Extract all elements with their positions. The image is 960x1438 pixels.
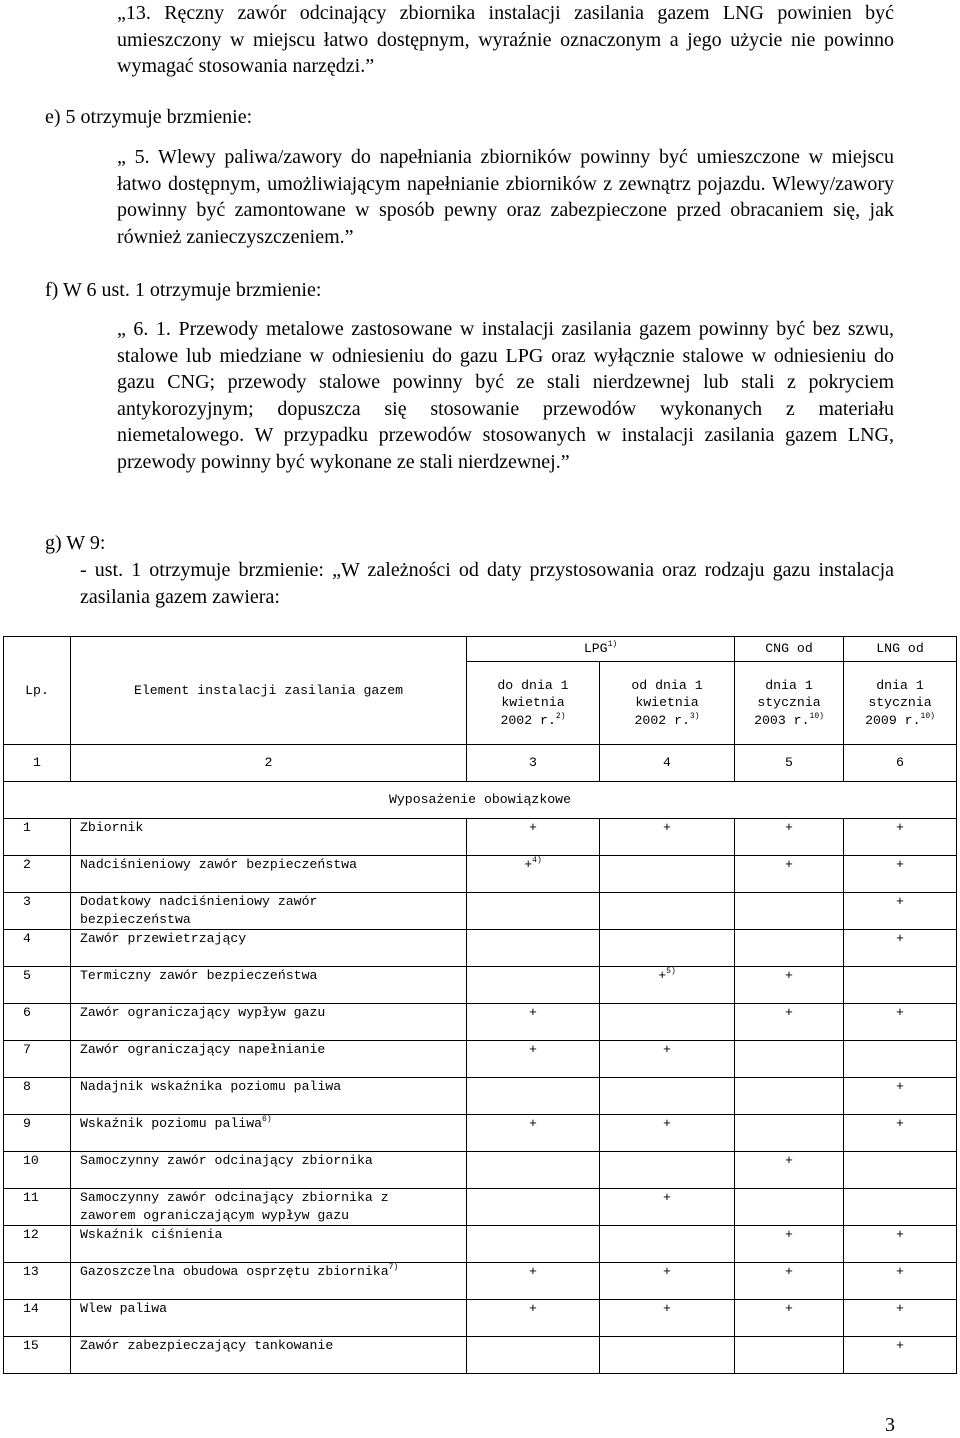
row-lpg-after: +	[600, 1041, 735, 1078]
row-cng: +	[735, 856, 844, 893]
row-lng: +	[844, 856, 957, 893]
row-lp: 6	[4, 1004, 71, 1041]
row-lng: +	[844, 893, 957, 930]
row-cng: +	[735, 967, 844, 1004]
item-f-intro: f) W 6 ust. 1 otrzymuje brzmienie:	[45, 279, 322, 301]
row-lpg-before	[467, 1337, 600, 1374]
page-number: 3	[885, 1414, 895, 1436]
colnum: 2	[71, 745, 467, 782]
colnum: 3	[467, 745, 600, 782]
row-cng	[735, 1337, 844, 1374]
table-row	[4, 930, 957, 967]
colnum: 4	[600, 745, 735, 782]
row-element: Wlew paliwa	[71, 1300, 467, 1337]
table-header-row	[4, 637, 957, 662]
row-lng	[844, 967, 957, 1004]
header-lng: LNG od	[844, 637, 957, 662]
header-lng-date: dnia 1 stycznia 2009 r.$^{10)}$	[844, 662, 957, 745]
gas-installation-table	[3, 636, 957, 1374]
header-lpg-after: od dnia 1 kwietnia 2002 r.$^{3)}$	[600, 662, 735, 745]
header-lp: Lp.	[4, 637, 71, 745]
table-row	[4, 1152, 957, 1189]
row-lng: +	[844, 1078, 957, 1115]
row-element: Gazoszczelna obudowa osprzętu zbiornika$^{7)}$	[71, 1263, 467, 1300]
row-cng	[735, 893, 844, 930]
header-cng: CNG od	[735, 637, 844, 662]
item-g-intro: g) W 9:	[45, 532, 106, 554]
row-lp: 10	[4, 1152, 71, 1189]
table-row	[4, 893, 957, 930]
row-lp: 8	[4, 1078, 71, 1115]
row-lpg-before	[467, 1152, 600, 1189]
row-lpg-before	[467, 1078, 600, 1115]
table-row	[4, 819, 957, 856]
row-lpg-after	[600, 893, 735, 930]
table-row	[4, 1115, 957, 1152]
row-element: Samoczynny zawór odcinający zbiornika	[71, 1152, 467, 1189]
row-lpg-after	[600, 1337, 735, 1374]
row-lng: +	[844, 930, 957, 967]
row-lpg-before	[467, 1189, 600, 1226]
row-lpg-after: +	[600, 1189, 735, 1226]
table-row	[4, 1078, 957, 1115]
table-row	[4, 1041, 957, 1078]
row-lpg-after	[600, 930, 735, 967]
item-g-text: - ust. 1 otrzymuje brzmienie: „W zależności od daty przystosowania oraz rodzaju gazu instalacja zasilania gazem zawiera:	[80, 559, 894, 608]
row-lpg-after	[600, 856, 735, 893]
row-element: Wskaźnik poziomu paliwa$^{6)}$	[71, 1115, 467, 1152]
row-lp: 14	[4, 1300, 71, 1337]
row-lpg-before	[467, 1226, 600, 1263]
row-lp: 4	[4, 930, 71, 967]
column-number-row	[4, 745, 957, 782]
row-element: Zawór przewietrzający	[71, 930, 467, 967]
row-lng: +	[844, 1263, 957, 1300]
table-row	[4, 1226, 957, 1263]
row-lp: 7	[4, 1041, 71, 1078]
row-cng: +	[735, 1263, 844, 1300]
row-cng: +	[735, 1004, 844, 1041]
row-lng: +	[844, 1300, 957, 1337]
row-element: Zawór zabezpieczający tankowanie	[71, 1337, 467, 1374]
row-lng: +	[844, 1337, 957, 1374]
row-lng: +	[844, 1004, 957, 1041]
row-cng: +	[735, 1300, 844, 1337]
row-element: Nadajnik wskaźnika poziomu paliwa	[71, 1078, 467, 1115]
row-lp: 13	[4, 1263, 71, 1300]
colnum: 6	[844, 745, 957, 782]
row-lpg-after: +	[600, 819, 735, 856]
row-cng	[735, 1189, 844, 1226]
table-row	[4, 967, 957, 1004]
row-cng	[735, 1115, 844, 1152]
header-cng-date: dnia 1 stycznia 2003 r.$^{10)}$	[735, 662, 844, 745]
header-lpg: LPG$^{1)}$	[467, 637, 735, 662]
row-lpg-before	[467, 930, 600, 967]
row-lng: +	[844, 1115, 957, 1152]
item-e-text: „ 5. Wlewy paliwa/zawory do napełniania zbiorników powinny być umieszczone w miejscu łatwo dostępnym, umożliwiającym napełnianie zbiorników z zewnątrz pojazdu. Wlewy/zawory powinny być zamontowane w sposób pewny oraz zabezpieczone przed obracaniem się, jak również zanieczyszczeniem.”	[117, 146, 894, 248]
row-lpg-after	[600, 1078, 735, 1115]
row-cng	[735, 1041, 844, 1078]
row-lpg-after	[600, 1226, 735, 1263]
row-lpg-before: +	[467, 1300, 600, 1337]
row-lpg-before	[467, 967, 600, 1004]
item-f-text: „ 6. 1. Przewody metalowe zastosowane w instalacji zasilania gazem powinny być bez szwu, stalowe lub miedziane w odniesieniu do gazu LPG oraz wyłącznie stalowe w odniesieniu do gazu CNG; przewody stalowe powinny być ze stali nierdzewnej lub stali z pokryciem antykorozyjnym; dopuszcza się stosowanie przewodów wykonanych z materiału niemetalowego. W przypadku przewodów stosowanych w instalacji zasilania gazem LNG, przewody powinny być wykonane ze stali nierdzewnej.”	[117, 318, 894, 473]
row-lp: 15	[4, 1337, 71, 1374]
colnum: 5	[735, 745, 844, 782]
table-row	[4, 1004, 957, 1041]
item-e-intro: e) 5 otrzymuje brzmienie:	[45, 106, 253, 128]
row-lp: 12	[4, 1226, 71, 1263]
row-element: Samoczynny zawór odcinający zbiornika z zaworem ograniczającym wypływ gazu	[71, 1189, 467, 1226]
row-element: Zawór ograniczający wypływ gazu	[71, 1004, 467, 1041]
row-element: Zawór ograniczający napełnianie	[71, 1041, 467, 1078]
paragraph-13: „13. Ręczny zawór odcinający zbiornika instalacji zasilania gazem LNG powinien być umieszczony w miejscu łatwo dostępnym, wyraźnie oznaczonym a jego użycie nie powinno wymagać stosowania narzędzi.”	[117, 2, 894, 77]
section-title: Wyposażenie obowiązkowe	[4, 782, 957, 819]
row-lng: +	[844, 1226, 957, 1263]
row-element: Zbiornik	[71, 819, 467, 856]
row-lpg-after: +$^{5)}$	[600, 967, 735, 1004]
table-row	[4, 1300, 957, 1337]
header-lpg-before: do dnia 1 kwietnia 2002 r.$^{2)}$	[467, 662, 600, 745]
row-element: Termiczny zawór bezpieczeństwa	[71, 967, 467, 1004]
row-element: Wskaźnik ciśnienia	[71, 1226, 467, 1263]
table-row	[4, 1337, 957, 1374]
row-lp: 3	[4, 893, 71, 930]
row-lpg-before	[467, 893, 600, 930]
row-lng	[844, 1041, 957, 1078]
row-cng: +	[735, 1226, 844, 1263]
row-lng: +	[844, 819, 957, 856]
row-cng	[735, 1078, 844, 1115]
row-cng: +	[735, 819, 844, 856]
row-lpg-after	[600, 1152, 735, 1189]
row-element: Dodatkowy nadciśnieniowy zawór bezpieczeństwa	[71, 893, 467, 930]
row-lpg-before: +$^{4)}$	[467, 856, 600, 893]
row-lpg-before: +	[467, 1263, 600, 1300]
row-lpg-after: +	[600, 1300, 735, 1337]
row-lpg-after	[600, 1004, 735, 1041]
colnum: 1	[4, 745, 71, 782]
row-lng	[844, 1189, 957, 1226]
header-element: Element instalacji zasilania gazem	[71, 637, 467, 745]
row-cng: +	[735, 1152, 844, 1189]
row-lp: 9	[4, 1115, 71, 1152]
row-lp: 1	[4, 819, 71, 856]
section-row	[4, 782, 957, 819]
row-lpg-before: +	[467, 1004, 600, 1041]
row-lpg-after: +	[600, 1115, 735, 1152]
row-lpg-before: +	[467, 1115, 600, 1152]
row-lp: 11	[4, 1189, 71, 1226]
row-lpg-before: +	[467, 819, 600, 856]
row-cng	[735, 930, 844, 967]
row-lpg-after: +	[600, 1263, 735, 1300]
row-lp: 2	[4, 856, 71, 893]
table-row	[4, 1189, 957, 1226]
row-element: Nadciśnieniowy zawór bezpieczeństwa	[71, 856, 467, 893]
row-lp: 5	[4, 967, 71, 1004]
table-row	[4, 1263, 957, 1300]
row-lng	[844, 1152, 957, 1189]
table-row	[4, 856, 957, 893]
row-lpg-before: +	[467, 1041, 600, 1078]
